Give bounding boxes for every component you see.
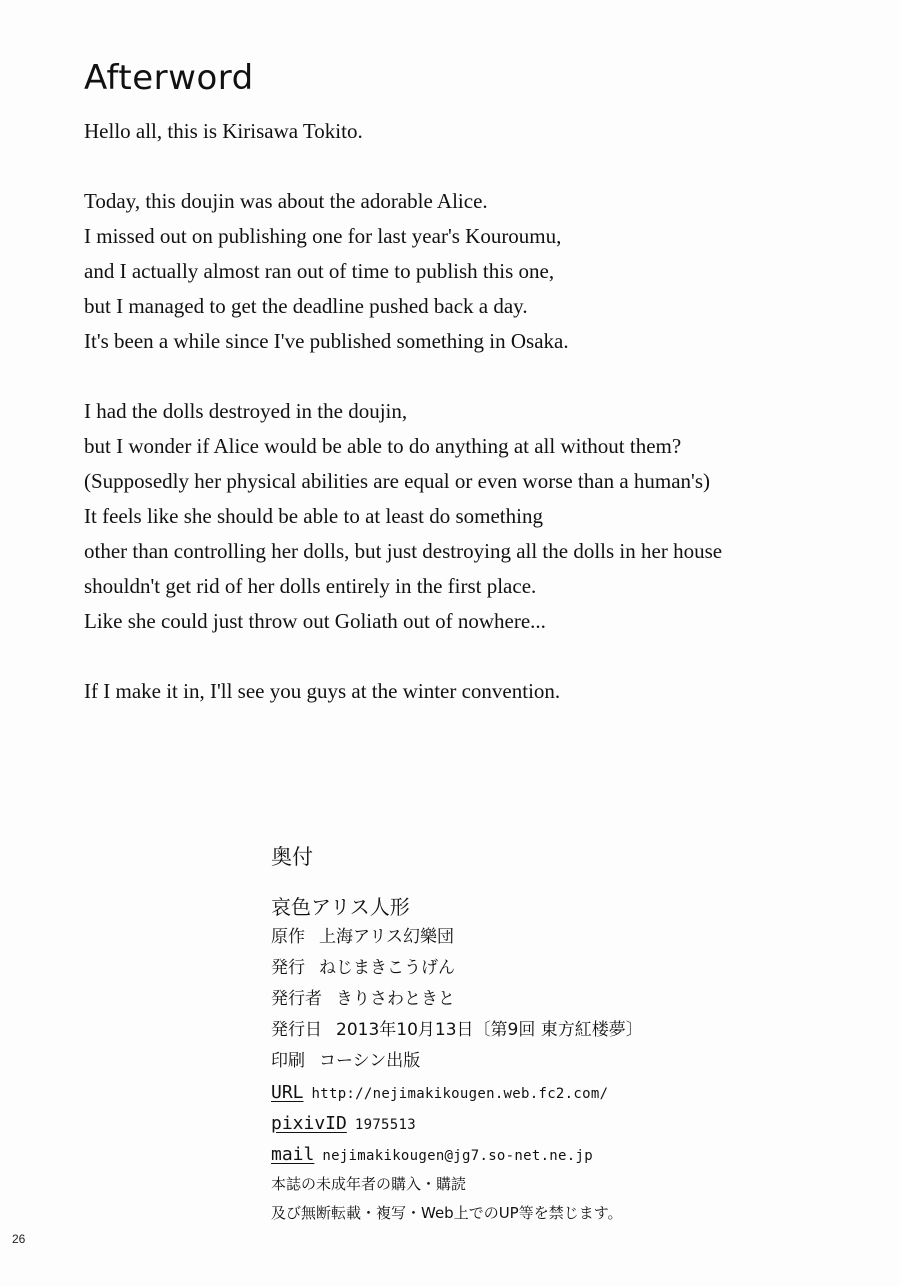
colophon-row-issuer bbox=[271, 984, 791, 1015]
row-label: 印刷 bbox=[271, 1051, 305, 1071]
paragraph-gap bbox=[84, 639, 874, 674]
row-value: きりさわときと bbox=[336, 989, 455, 1009]
copyright-notice-line: 本誌の未成年者の購入・購読 bbox=[271, 1175, 467, 1193]
colophon-row-url bbox=[271, 1077, 791, 1108]
work-title: 哀色アリス人形 bbox=[271, 895, 410, 919]
text-line: but I wonder if Alice would be able to do anything at all without them? bbox=[84, 434, 682, 458]
text-line: If I make it in, I'll see you guys at the winter convention. bbox=[84, 679, 561, 703]
text-line: I had the dolls destroyed in the doujin, bbox=[84, 399, 408, 423]
paragraph-gap bbox=[84, 359, 874, 394]
text-line: other than controlling her dolls, but just destroying all the dolls in her house bbox=[84, 539, 723, 563]
row-value: コーシン出版 bbox=[319, 1051, 421, 1071]
text-line: (Supposedly her physical abilities are equal or even worse than a human's) bbox=[84, 469, 711, 493]
colophon-row-original-work bbox=[271, 922, 791, 953]
website-url: http://nejimakikougen.web.fc2.com/ bbox=[311, 1086, 609, 1102]
text-line: shouldn't get rid of her dolls entirely in the first place. bbox=[84, 574, 537, 598]
paragraph-dolls bbox=[84, 394, 874, 639]
pixiv-label: pixivID bbox=[271, 1113, 347, 1134]
page-number: 26 bbox=[12, 1232, 26, 1246]
mail-label: mail bbox=[271, 1144, 315, 1165]
colophon-row-pixiv bbox=[271, 1108, 791, 1139]
paragraph-greeting bbox=[84, 114, 874, 149]
text-line: and I actually almost ran out of time to publish this one, bbox=[84, 259, 555, 283]
text-line: Hello all, this is Kirisawa Tokito. bbox=[84, 119, 363, 143]
row-label: 発行日 bbox=[271, 1020, 322, 1040]
text-line: It feels like she should be able to at least do something bbox=[84, 504, 543, 528]
row-label: 発行者 bbox=[271, 989, 322, 1009]
text-line: but I managed to get the deadline pushed back a day. bbox=[84, 294, 528, 318]
pixiv-id: 1975513 bbox=[354, 1117, 416, 1133]
text-line: It's been a while since I've published something in Osaka. bbox=[84, 329, 569, 353]
row-label: 発行 bbox=[271, 958, 305, 978]
url-label: URL bbox=[271, 1082, 304, 1103]
text-line: Like she could just throw out Goliath out of nowhere... bbox=[84, 609, 546, 633]
colophon-row-printer bbox=[271, 1046, 791, 1077]
row-value: ねじまきこうげん bbox=[319, 958, 455, 978]
colophon-row-publisher bbox=[271, 953, 791, 984]
colophon bbox=[271, 840, 791, 1228]
paragraph-gap bbox=[84, 149, 874, 184]
paragraph-about bbox=[84, 184, 874, 359]
text-line: I missed out on publishing one for last year's Kouroumu, bbox=[84, 224, 562, 248]
paragraph-closing bbox=[84, 674, 874, 709]
row-label: 原作 bbox=[271, 927, 305, 947]
row-value: 上海アリス幻樂団 bbox=[319, 927, 454, 947]
row-value: 2013年10月13日〔第9回 東方紅楼夢〕 bbox=[336, 1020, 643, 1040]
colophon-row-issue-date bbox=[271, 1015, 791, 1046]
colophon-row-mail bbox=[271, 1139, 791, 1170]
afterword-body bbox=[84, 114, 874, 709]
text-line: Today, this doujin was about the adorable Alice. bbox=[84, 189, 488, 213]
email-address: nejimakikougen@jg7.so-net.ne.jp bbox=[322, 1148, 593, 1164]
page-heading: Afterword bbox=[84, 58, 254, 98]
colophon-title: 奥付 bbox=[271, 845, 313, 869]
copyright-notice-line: 及び無断転載・複写・Web上でのUP等を禁じます。 bbox=[271, 1204, 623, 1222]
